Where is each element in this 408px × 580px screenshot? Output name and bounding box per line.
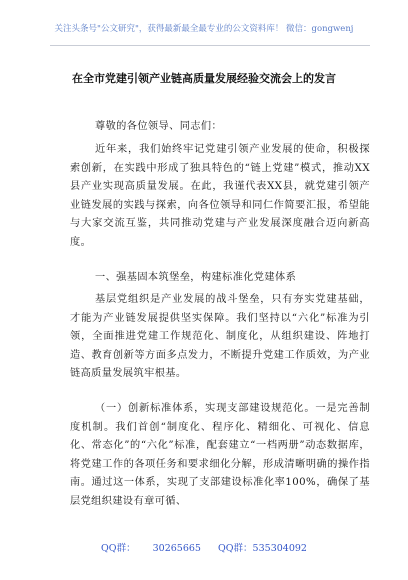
footer-qq-groups: QQ群： 30265665 QQ群：535304092 xyxy=(101,543,307,554)
section-heading: 一、强基固本筑堡垒，构建标准化党建体系 xyxy=(95,272,297,283)
greeting: 尊敬的各位领导、同志们： xyxy=(95,121,223,132)
paragraph: 基层党组织是产业发展的战斗堡垒，只有夯实党建基础，才能为产业链发展提供坚实保障。我们坚持以“六化”标准为引领，全面推进党建工作规范化、制度化，从组织建设、阵地打造、教育创新等方面多点发力，不断提升党建工作质效，为产业链高质量发展筑牢根基。 xyxy=(70,294,370,379)
header-divider xyxy=(50,45,370,46)
paragraph: （一）创新标准体系，实现支部建设规范化。一是完善制度机制。我们首创“制度化、程序化、精细化、可视化、信息化、常态化”的“六化”标准，配套建立“一档两册”动态数据库，将党建工作的各项任务和要求细化分解，形成清晰明确的操作指南。通过这一体系，实现了支部建设标准化率100%，确保了基层党组织建设有章可循、 xyxy=(70,403,370,507)
header-banner: 关注头条号"公文研究"，获得最新最全最专业的公文资料库！ 微信：gongwenj xyxy=(54,24,354,34)
paragraph: 近年来，我们始终牢记党建引领产业发展的使命，积极探索创新，在实践中形成了独具特色的“链上党建”模式，推动XX县产业实现高质量发展。在此，我谨代表XX县，就党建引领产业链发展的实践与探索，向各位领导和同仁作简要汇报，希望能与大家交流互鉴，共同推动党建与产业发展深度融合迈向新高度。 xyxy=(70,144,370,248)
document-title: 在全市党建引领产业链高质量发展经验交流会上的发言 xyxy=(72,72,336,85)
